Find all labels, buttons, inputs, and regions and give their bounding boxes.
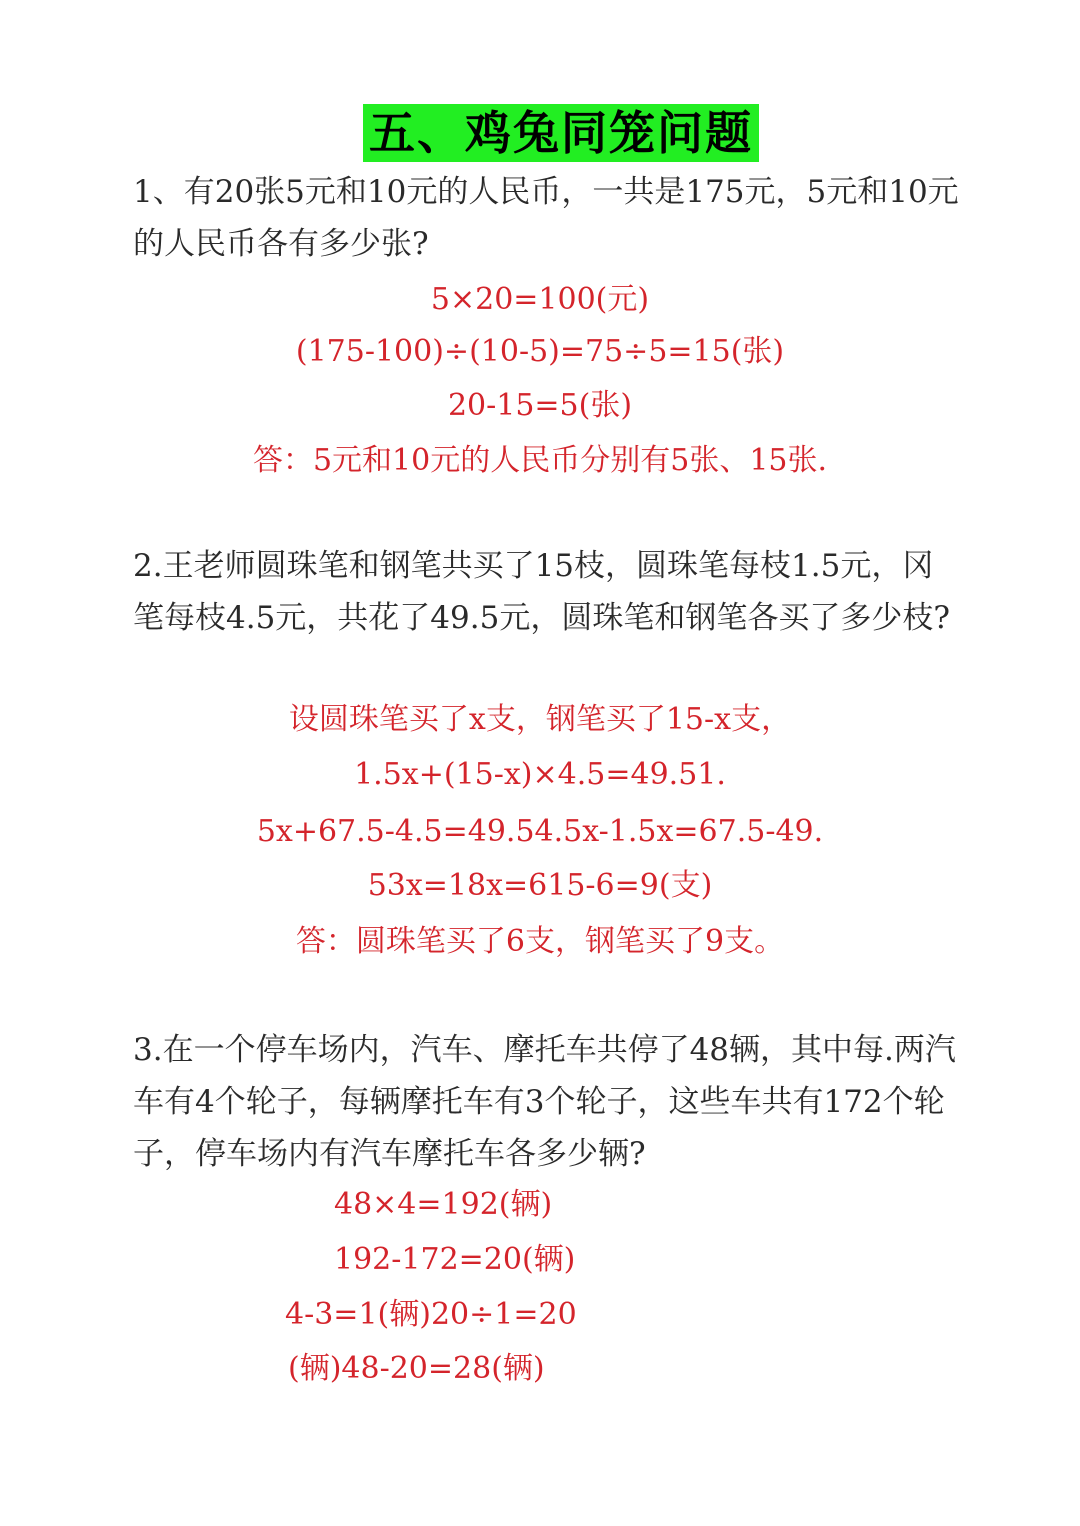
problem-1-step-1: 5×20=100(元): [430, 282, 650, 317]
problem-3-step-1: 48×4=192(辆): [334, 1187, 553, 1222]
problem-1-step-3: 20-15=5(张): [447, 388, 633, 423]
page-title: 五、鸡兔同笼问题: [363, 104, 759, 162]
problem-2-step-3: 5x+67.5-4.5=49.54.5x-1.5x=67.5-49.: [256, 814, 824, 849]
problem-3-step-2: 192-172=20(辆): [334, 1242, 576, 1277]
problem-3-question: 3.在一个停车场内，汽车、摩托车共停了48辆，其中每.两汽车有4个轮子，每辆摩托车有3个轮子，这些车共有172个轮子，停车场内有汽车摩托车各多少辆?: [133, 1032, 956, 1172]
problem-2-step-2: 1.5x+(15-x)×4.5=49.51.: [354, 757, 726, 792]
problem-2-answer: 答：圆珠笔买了6支，钢笔买了9支。: [295, 924, 785, 959]
problem-1-step-2: (175-100)÷(10-5)=75÷5=15(张): [295, 334, 785, 369]
problem-1-question: 1、有20张5元和10元的人民币，一共是175元，5元和10元的人民币各有多少张?: [133, 174, 959, 262]
problem-2-step-1: 设圆珠笔买了x支，钢笔买了15-x支，: [288, 702, 792, 737]
problem-3-step-4: (辆)48-20=28(辆): [288, 1351, 545, 1386]
problem-3-step-3: 4-3=1(辆)20÷1=20: [285, 1297, 577, 1332]
problem-1-answer: 答：5元和10元的人民币分别有5张、15张.: [252, 443, 828, 478]
problem-2-step-4: 53x=18x=615-6=9(支): [367, 868, 713, 903]
problem-2-question: 2.王老师圆珠笔和钢笔共买了15枝，圆珠笔每枝1.5元，冈笔每枝4.5元，共花了49.5元，圆珠笔和钢笔各买了多少枝?: [133, 548, 950, 636]
